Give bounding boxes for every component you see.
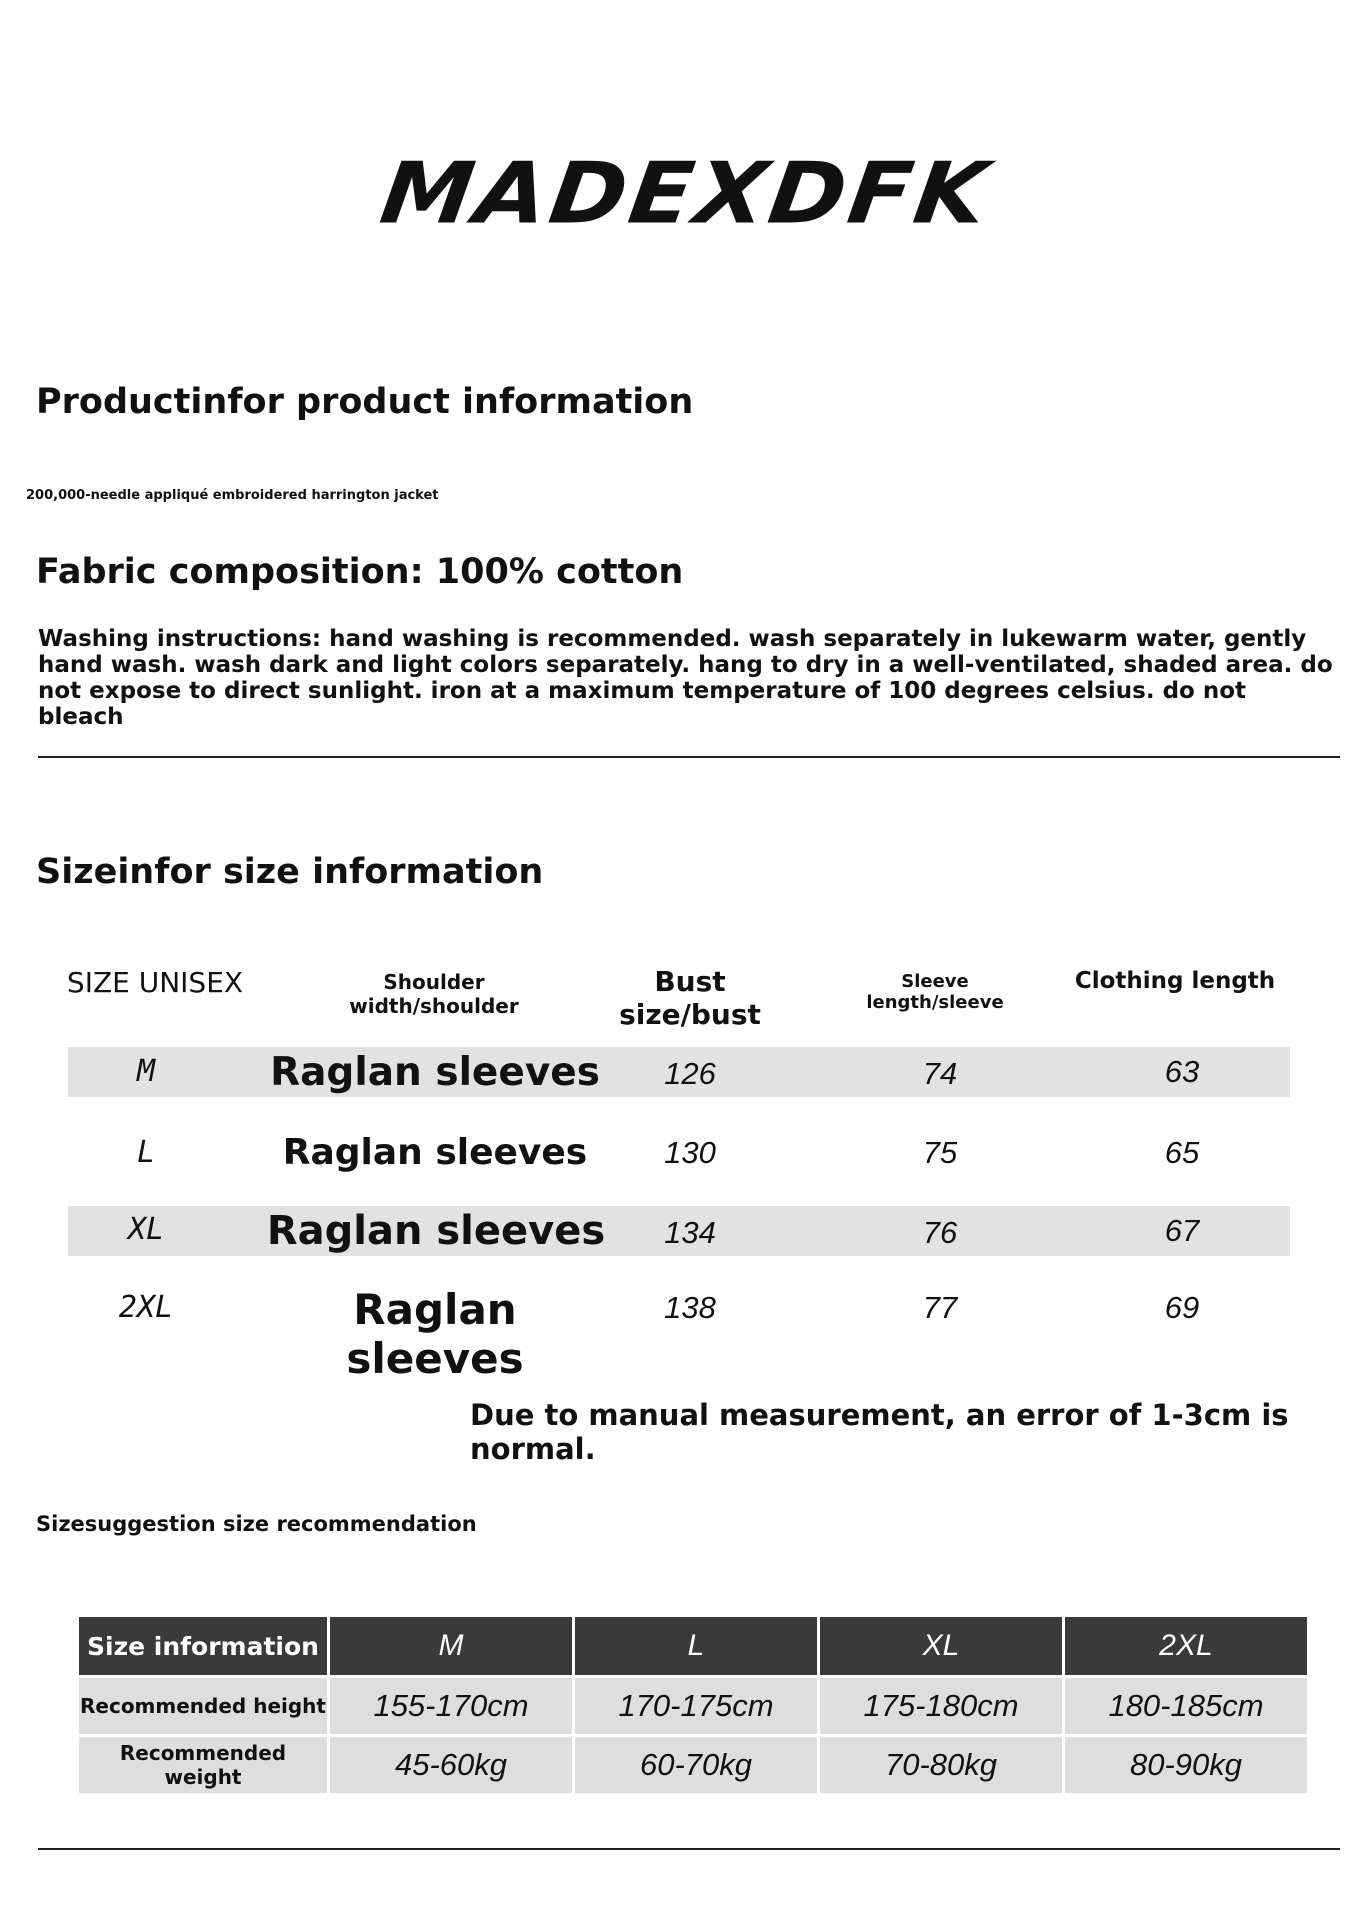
header-size: XL [819,1616,1064,1677]
bust-cell: 126 [664,1056,716,1091]
size-cell: M [136,1054,156,1089]
table-row [78,1677,1309,1736]
size-cell: XL [127,1212,165,1247]
measurement-note: Due to manual measurement, an error of 1-3cm is normal. [470,1398,1289,1466]
header-label: Size information [78,1616,329,1677]
weight-cell: 70-80kg [819,1736,1064,1795]
bust-cell: 138 [664,1290,716,1325]
bust-cell: 130 [664,1135,716,1170]
height-cell: 170-175cm [574,1677,819,1736]
weight-cell: 45-60kg [329,1736,574,1795]
shoulder-cell: Raglan sleeves [282,1132,588,1173]
sleeve-cell: 75 [922,1135,958,1170]
sleeve-cell: 76 [922,1215,958,1250]
fabric-composition: Fabric composition: 100% cotton [36,552,684,592]
divider-bottom [38,1848,1340,1850]
length-cell: 69 [1164,1290,1200,1325]
header-size: 2XL [1064,1616,1309,1677]
header-size: L [574,1616,819,1677]
divider-top [38,756,1340,758]
sleeve-cell: 74 [922,1056,958,1091]
length-cell: 65 [1164,1135,1200,1170]
washing-instructions: Washing instructions: hand washing is recommended. wash separately in lukewarm water, gently hand wash. wash dark and light colors separately. hang to dry in a well-ventilated, shaded area. do not expose to direct sunlight. iron at a maximum temperature of 100 degrees celsius. do not bleach [38,626,1333,730]
sleeve-cell: 77 [922,1290,958,1325]
col-length: Clothing length [1074,968,1276,994]
shoulder-cell: Raglan sleeves [270,1050,600,1095]
weight-cell: 80-90kg [1064,1736,1309,1795]
brand-logo: MADEXDFK [374,144,997,243]
row-label: Recommended weight [78,1736,329,1795]
col-shoulder: Shoulder width/shoulder [349,970,519,1018]
length-cell: 67 [1164,1213,1200,1248]
header-size: M [329,1616,574,1677]
col-size: SIZE UNISEX [66,966,244,999]
row-label: Recommended height [78,1677,329,1736]
suggestion-heading: Sizesuggestion size recommendation [36,1512,477,1536]
height-cell: 175-180cm [819,1677,1064,1736]
shoulder-cell: Raglan sleeves [266,1208,606,1254]
size-recommendation-table [76,1614,1310,1796]
col-bust: Bust size/bust [619,965,761,1031]
size-cell: 2XL [118,1290,174,1325]
shoulder-cell: Raglan sleeves [346,1285,524,1383]
size-heading: Sizeinfor size information [36,852,544,892]
table-header-row [78,1616,1309,1677]
size-cell: L [136,1135,156,1170]
length-cell: 63 [1164,1054,1200,1089]
product-name: 200,000-needle appliqué embroidered harrington jacket [26,488,439,503]
col-sleeve: Sleeve length/sleeve [866,971,1004,1013]
bust-cell: 134 [664,1215,716,1250]
height-cell: 155-170cm [329,1677,574,1736]
table-row [78,1736,1309,1795]
product-heading: Productinfor product information [36,382,694,422]
height-cell: 180-185cm [1064,1677,1309,1736]
weight-cell: 60-70kg [574,1736,819,1795]
